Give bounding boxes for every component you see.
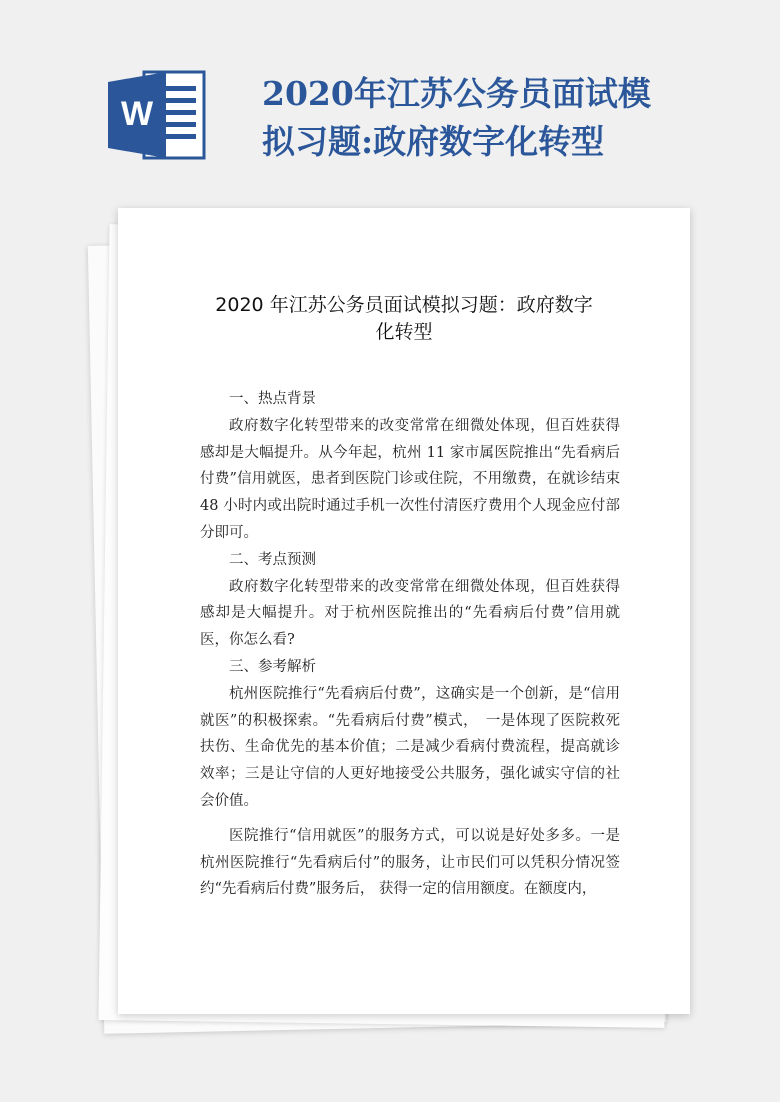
paragraph-analysis-1: 杭州医院推行“先看病后付费”，这确实是一个创新，是“信用就医”的积极探索。“先看病后付费”模式， 一是体现了医院救死扶伤、生命优先的基本价值；二是减少看病付费流程，提高就诊效率；三是让守信的人更好地接受公共服务，强化诚实守信的社会价值。 [200,685,620,809]
paragraph-analysis-2: 医院推行“信用就医”的服务方式，可以说是好处多多。一是杭州医院推行“先看病后付”的服务，让市民们可以凭积分情况签约“先看病后付费”服务后， 获得一定的信用额度。在额度内， [200,827,620,898]
section-heading-background: 一、热点背景 [229,391,316,407]
word-document-icon [108,68,208,162]
title-line-2: 拟习题:政府数字化转型 [262,122,605,161]
paragraph-prediction: 政府数字化转型带来的改变常常在细微处体现，但百姓获得感却是大幅提升。对于杭州医院推出的“先看病后付费”信用就医，你怎么看? [200,578,620,649]
svg-text:W: W [120,95,154,133]
document-title [148,292,660,346]
section-heading-analysis: 三、参考解析 [229,658,316,675]
page-title [262,70,682,166]
paragraph-background: 政府数字化转型带来的改变常常在细微处体现，但百姓获得感却是大幅提升。从今年起，杭州 11 家市属医院推出“先看病后付费”信用就医，患者到医院门诊或住院，不用缴费，在就诊结束 48 小时内或出院时通过手机一次性付清医疗费用个人现金应付部分即可。 [200,417,620,541]
header-banner [0,0,780,200]
document-page [118,208,690,1014]
section-heading-prediction: 二、考点预测 [229,551,316,568]
title-line-1: 2020年江苏公务员面试模 [262,74,651,113]
document-body [200,386,620,903]
document-title-line-2: 化转型 [375,321,433,343]
document-title-line-1: 2020 年江苏公务员面试模拟习题：政府数字 [215,294,593,316]
